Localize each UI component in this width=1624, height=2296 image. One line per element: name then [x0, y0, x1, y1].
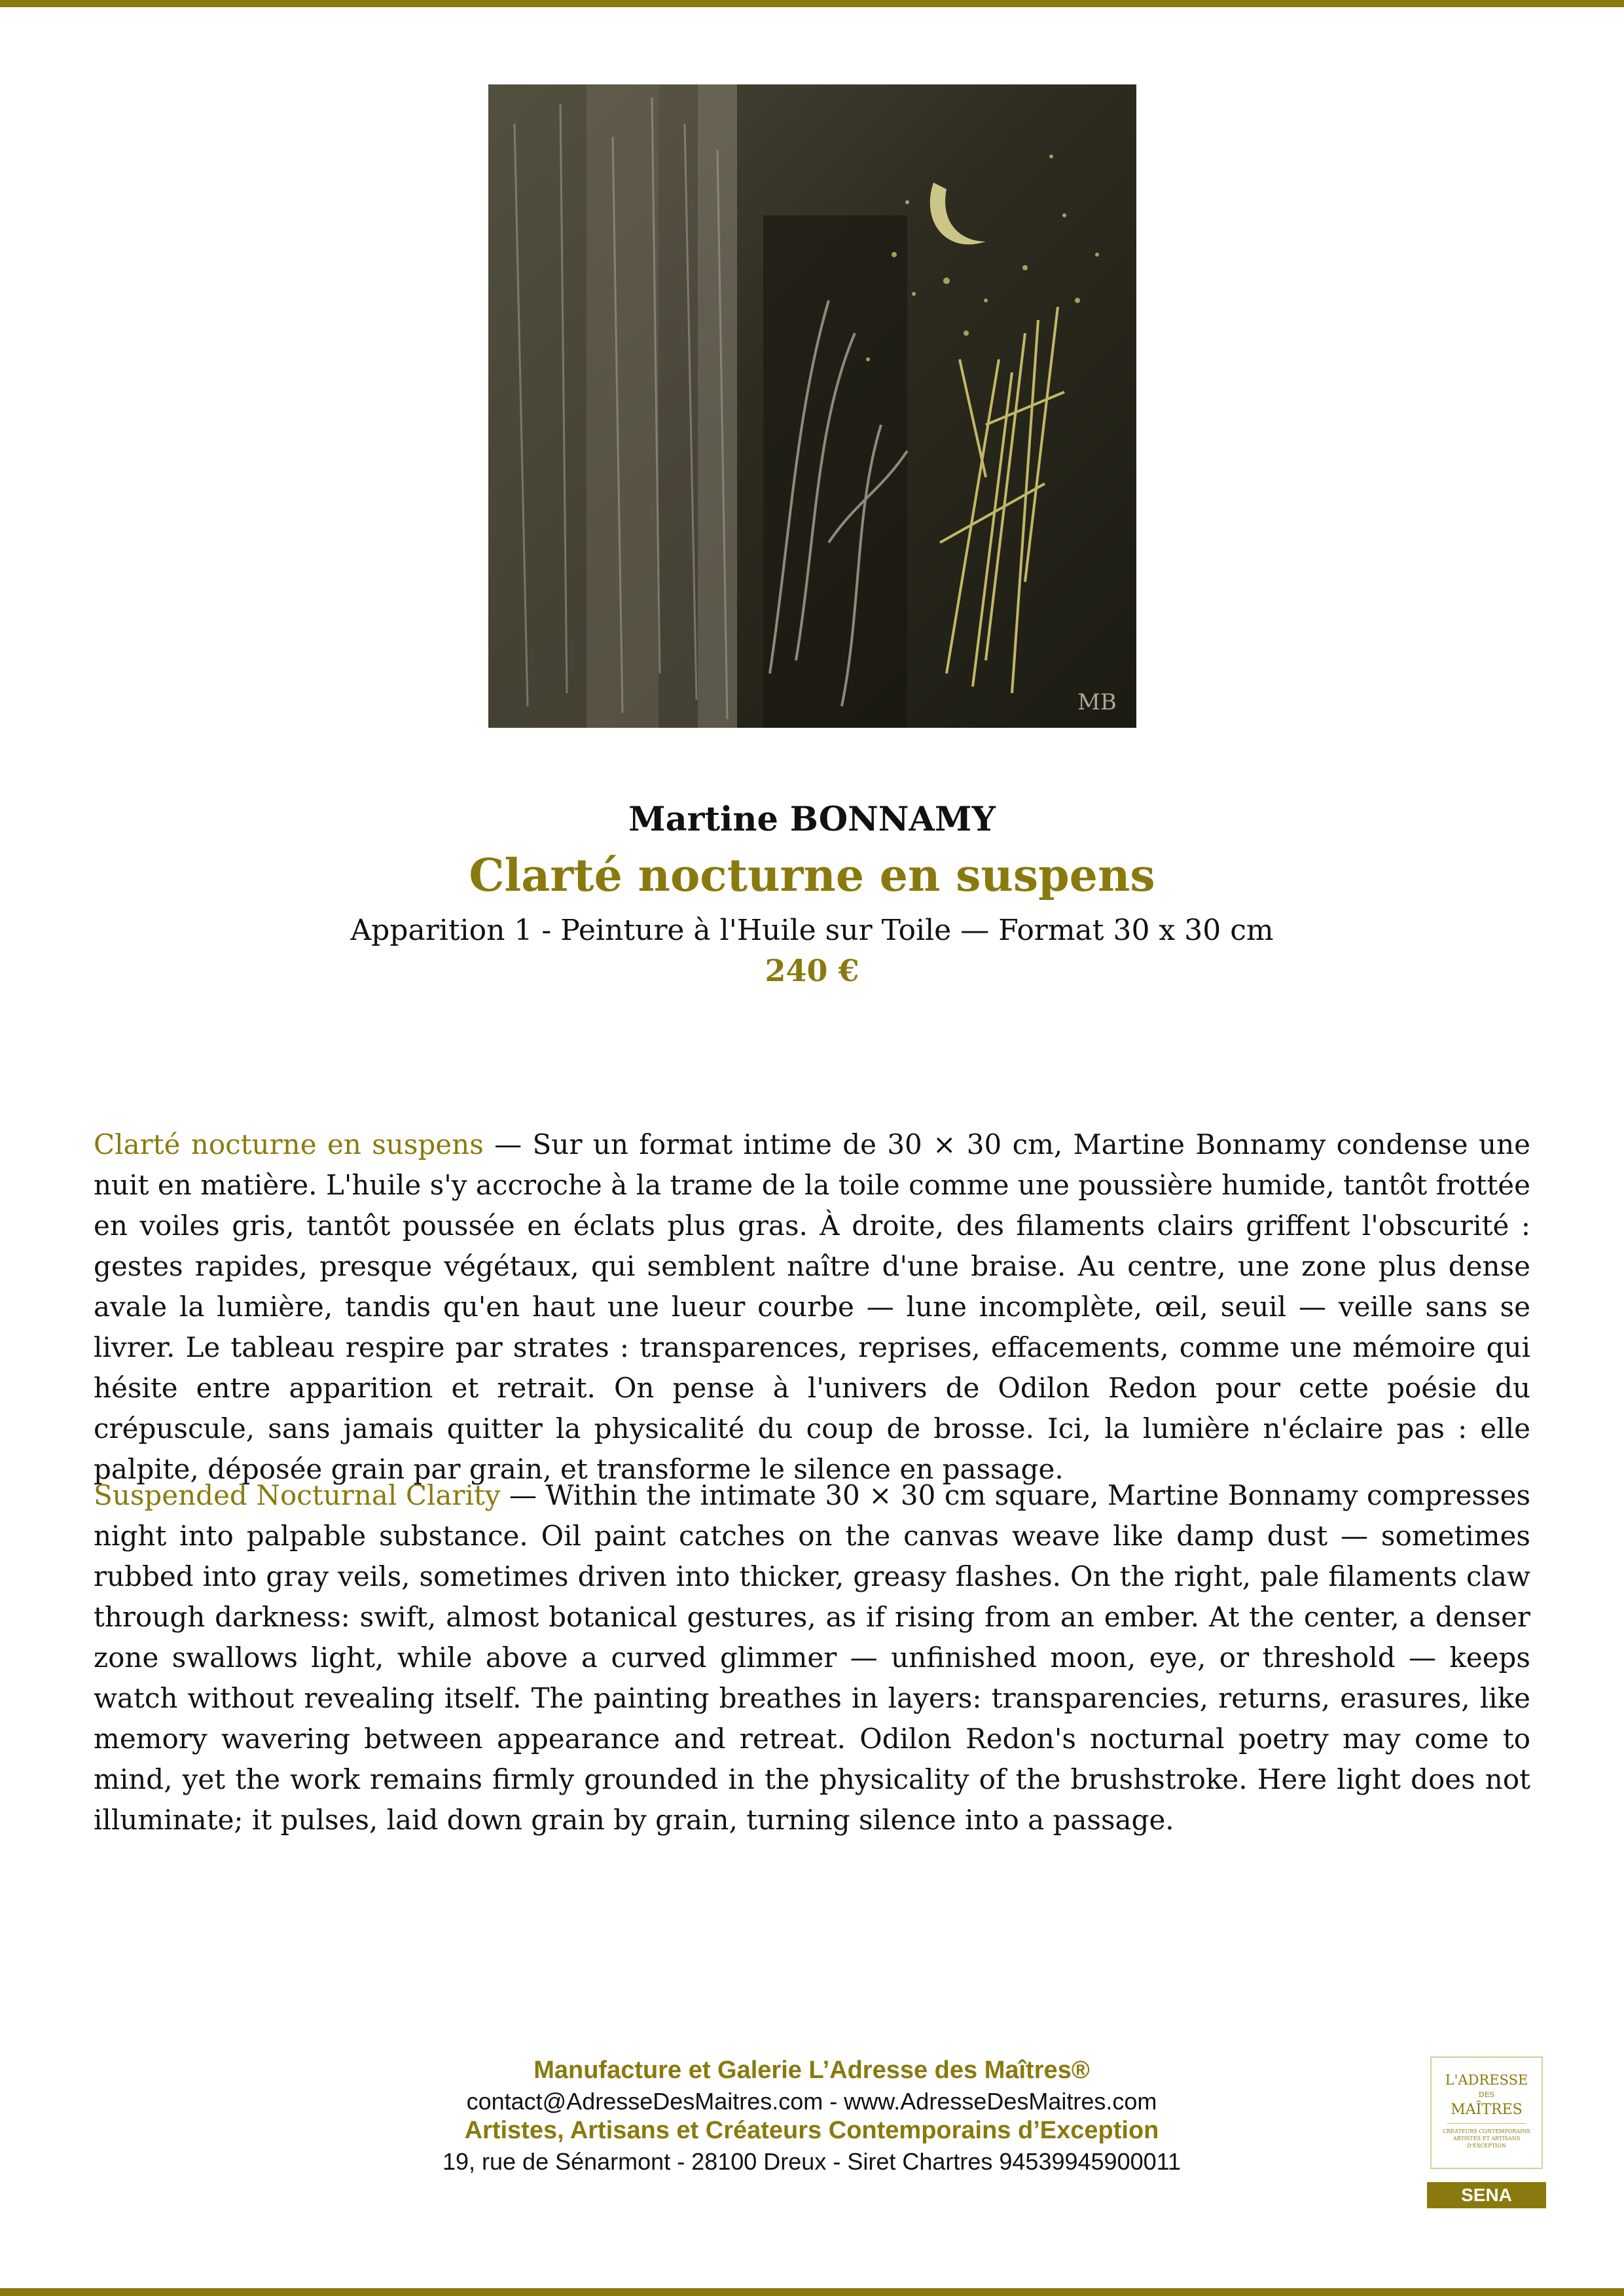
description-french-lead: Clarté nocturne en suspens [94, 1128, 484, 1160]
footer-contact[interactable]: contact@AdresseDesMaitres.com - www.AdresseDesMaitres.com [466, 2088, 1157, 2115]
logo-line-2: DES [1478, 2090, 1495, 2099]
description-english-lead: Suspended Nocturnal Clarity [94, 1479, 501, 1511]
description-english-body: — Within the intimate 30 × 30 cm square, Martine Bonnamy compresses night into palpable substance. Oil paint catches on the canvas weave like damp dust — sometimes rubbed into gray veils, sometimes driven into thicker, greasy flashes. On the right, pale filaments claw through darkness: swift, almost botanical gestures, as if rising from an ember. At the center, a denser zone swallows light, while above a curved glimmer — unfinished moon, eye, or threshold — keeps watch without revealing itself. The painting breathes in layers: transparencies, returns, erasures, like memory wavering between appearance and retreat. Odilon Redon's nocturnal poetry may come to mind, yet the work remains firmly grounded in the physicality of the brushstroke. Here light does not illuminate; it pulses, laid down grain by grain, turning silence into a passage. [94, 1479, 1530, 1836]
artist-name: Martine BONNAMY [628, 800, 996, 839]
description-french [94, 1124, 1530, 1490]
description-french-body: — Sur un format intime de 30 × 30 cm, Martine Bonnamy condense une nuit en matière. L'huile s'y accroche à la trame de la toile comme une poussière humide, tantôt frottée en voiles gris, tantôt poussée en éclats plus gras. À droite, des filaments clairs griffent l'obscurité : gestes rapides, presque végétaux, qui semblent naître d'une braise. Au centre, une zone plus dense avale la lumière, tandis qu'en haut une lueur courbe — lune incomplète, œil, seuil — veille sans se livrer. Le tableau respire par strates : transparences, reprises, effacements, comme une mémoire qui hésite entre apparition et retrait. On pense à l'univers de Odilon Redon pour cette poésie du crépuscule, sans jamais quitter la physicalité du coup de brosse. Ici, la lumière n'éclaire pas : elle palpite, déposée grain par grain, et transforme le silence en passage. [94, 1128, 1531, 1485]
gallery-logo [1430, 2056, 1543, 2169]
logo-line-4: CRÉATEURS CONTEMPORAINS ARTISTES ET ARTISANS D'EXCEPTION [1443, 2128, 1530, 2149]
artwork-subtitle: Apparition 1 - Peinture à l'Huile sur Toile — Format 30 x 30 cm [350, 914, 1274, 947]
artwork-image [488, 84, 1136, 728]
footer-address: 19, rue de Sénarmont - 28100 Dreux - Siret Chartres 94539945900011 [442, 2148, 1182, 2175]
sena-badge: SENA [1427, 2182, 1546, 2208]
logo-divider [1447, 2123, 1526, 2124]
description-english [94, 1475, 1530, 1840]
bottom-rule [0, 2288, 1624, 2296]
top-rule [0, 0, 1624, 7]
signature-mark: MB [1077, 689, 1117, 715]
artwork-title: Clarté nocturne en suspens [469, 850, 1155, 902]
footer-tagline: Artistes, Artisans et Créateurs Contemporains d’Exception [464, 2117, 1159, 2144]
artwork-price: 240 € [765, 953, 859, 988]
footer-company: Manufacture et Galerie L’Adresse des Maîtres® [533, 2056, 1090, 2084]
logo-line-3: MAÎTRES [1451, 2102, 1523, 2118]
logo-line-1: L'ADRESSE [1445, 2072, 1528, 2088]
